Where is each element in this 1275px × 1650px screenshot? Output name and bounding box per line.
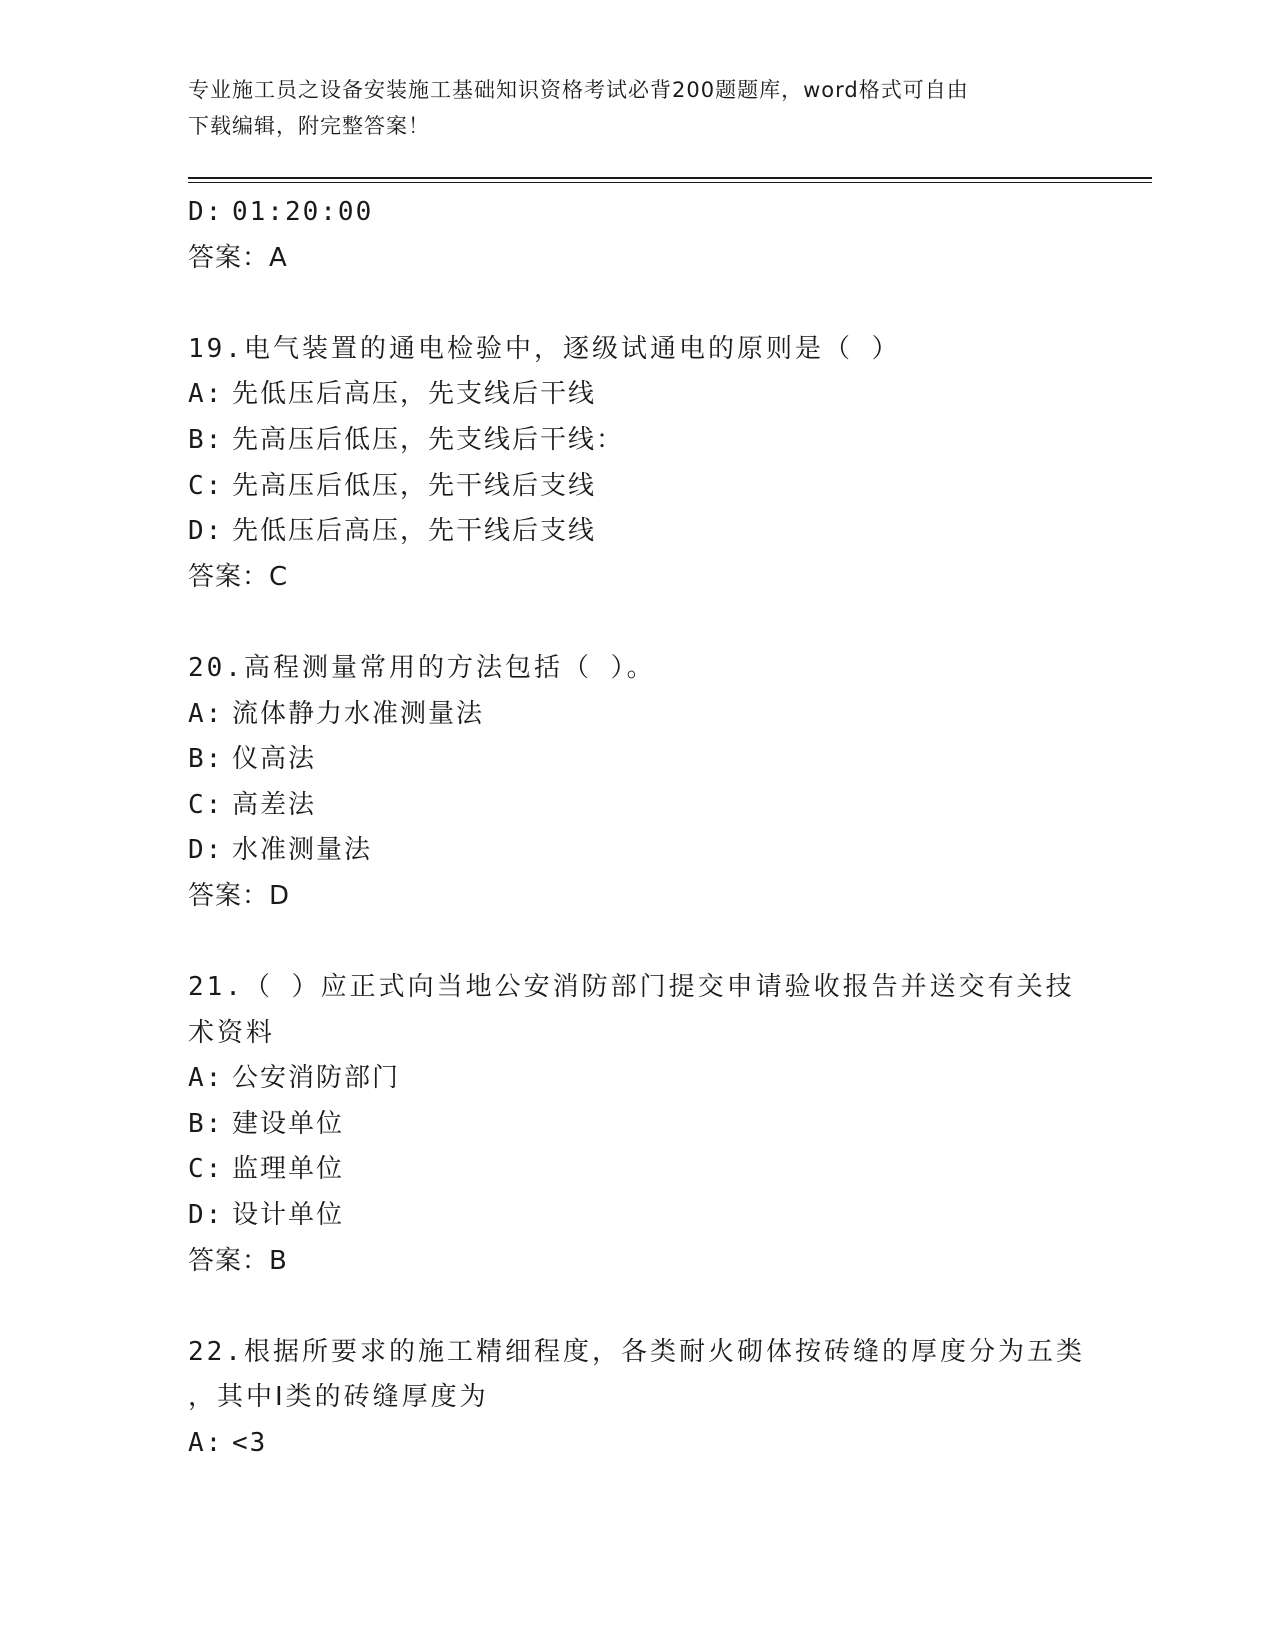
option-a — [188, 372, 1088, 418]
option-c — [188, 464, 1088, 510]
option-letter: A: — [188, 698, 224, 729]
answer-line: 答案：C — [188, 561, 289, 592]
option-text: 高差法 — [232, 789, 317, 820]
option-letter: B: — [188, 1108, 224, 1139]
question-list — [188, 190, 1088, 1467]
option-text: 流体静力水准测量法 — [232, 698, 485, 729]
option-d — [188, 828, 1088, 874]
header-divider-thick — [188, 177, 1152, 179]
option-text: 公安消防部门 — [232, 1063, 401, 1094]
option-d — [188, 509, 1088, 555]
header-line-2: 下载编辑，附完整答案！ — [188, 114, 430, 138]
question-21-text-line-2: 术资料 — [188, 1017, 276, 1048]
option-text: 水准测量法 — [232, 835, 373, 866]
question-20-text: 20.高程测量常用的方法包括（ ）。 — [188, 652, 656, 683]
option-letter: C: — [188, 1154, 224, 1185]
option-letter: D: — [188, 197, 224, 227]
option-letter: D: — [188, 1200, 224, 1231]
option-letter: C: — [188, 470, 224, 501]
option-c — [188, 1147, 1088, 1193]
option-b — [188, 1102, 1088, 1148]
question-19-text: 19.电气装置的通电检验中，逐级试通电的原则是（ ） — [188, 333, 901, 364]
option-a — [188, 1056, 1088, 1102]
answer-line: 答案：B — [188, 1245, 288, 1276]
option-letter: D: — [188, 516, 224, 547]
option-b — [188, 418, 1088, 464]
option-text: 仪高法 — [232, 744, 317, 775]
option-letter: D: — [188, 835, 224, 866]
header-divider-thin — [188, 182, 1152, 183]
option-text: 01:20:00 — [232, 197, 374, 227]
option-text: 先高压后低压，先干线后支线 — [232, 470, 597, 501]
option-letter: A: — [188, 379, 224, 410]
option-letter: B: — [188, 744, 224, 775]
question-22-text-line-2: ，其中Ⅰ类的砖缝厚度为 — [188, 1382, 489, 1413]
option-text: 先低压后高压，先支线后干线 — [232, 379, 597, 410]
header-line-1: 专业施工员之设备安装施工基础知识资格考试必背200题题库，word格式可自由 — [188, 78, 969, 102]
option-letter: B: — [188, 424, 224, 455]
option-text: <3 — [232, 1428, 268, 1459]
answer-line: 答案：D — [188, 880, 291, 911]
option-letter: C: — [188, 789, 224, 820]
option-d — [188, 190, 1088, 236]
option-text: 监理单位 — [232, 1154, 345, 1185]
option-b — [188, 737, 1088, 783]
option-letter: A: — [188, 1428, 224, 1459]
option-letter: A: — [188, 1063, 224, 1094]
question-21-text-line-1: 21.（ ）应正式向当地公安消防部门提交申请验收报告并送交有关技 — [188, 972, 1075, 1003]
option-text: 设计单位 — [232, 1200, 345, 1231]
option-a — [188, 692, 1088, 738]
document-header — [188, 72, 1088, 144]
option-text: 先高压后低压，先支线后干线： — [232, 424, 625, 455]
question-22-text-line-1: 22.根据所要求的施工精细程度，各类耐火砌体按砖缝的厚度分为五类 — [188, 1336, 1085, 1367]
answer-line: 答案：A — [188, 242, 288, 273]
option-d — [188, 1193, 1088, 1239]
option-text: 先低压后高压，先干线后支线 — [232, 516, 597, 547]
option-text: 建设单位 — [232, 1108, 345, 1139]
option-c — [188, 783, 1088, 829]
option-a — [188, 1421, 1088, 1467]
